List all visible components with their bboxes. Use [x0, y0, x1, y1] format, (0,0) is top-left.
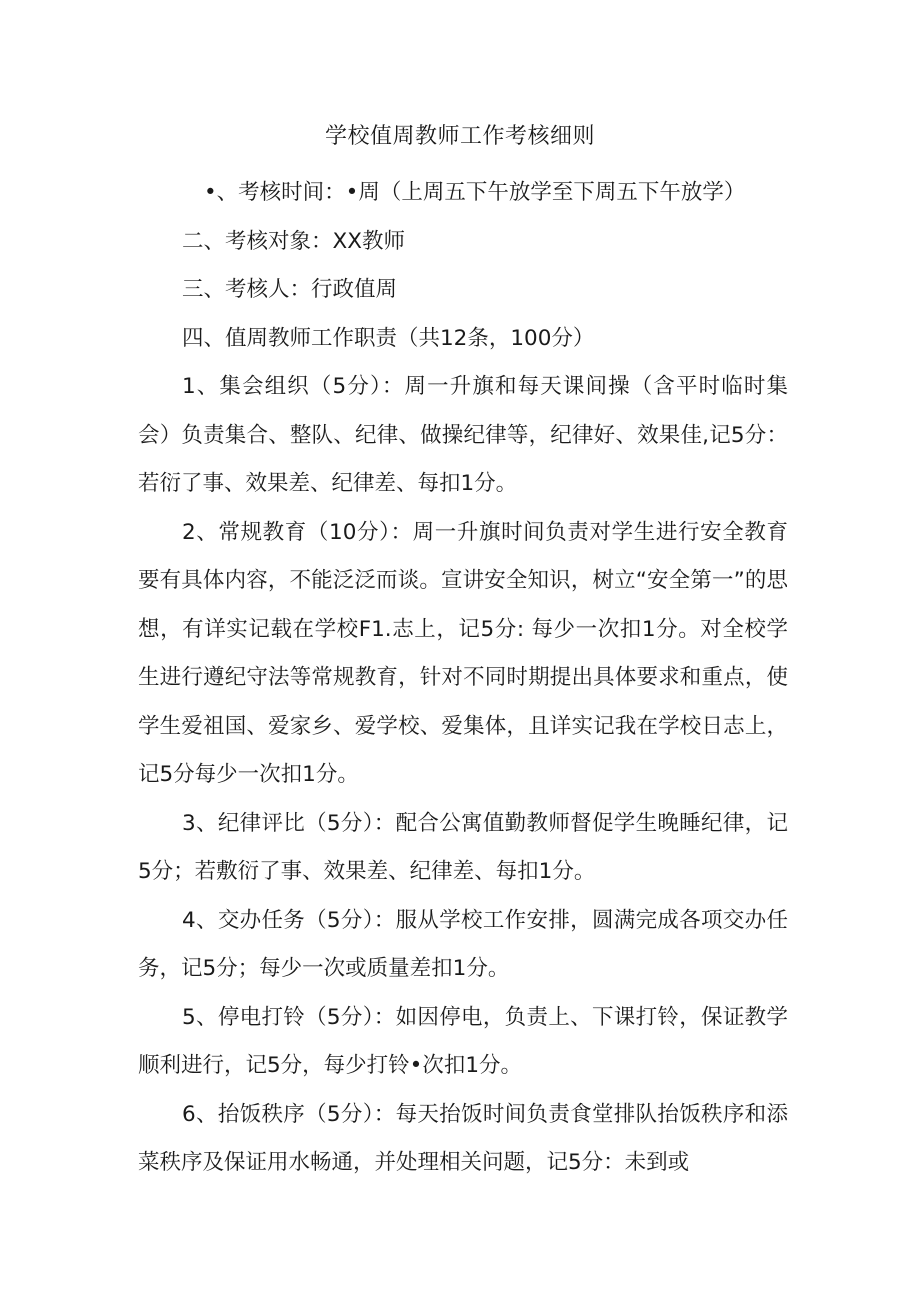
- section-duties-heading: 四、值周教师工作职责（共12条，100分）: [182, 325, 595, 351]
- duty-item-power-outage-bell: 5、停电打铃（5分）：如因停电，负责上、下课打铃，保证教学顺利进行，记5分，每少打铃•次扣1分。: [138, 1004, 788, 1078]
- duty-item-routine-education: 2、常规教育（10分）：周一升旗时间负责对学生进行安全教育要有具体内容，不能泛泛而谈。宣讲安全知识，树立“安全第一”的思想，有详实记载在学校F1.志上，记5分: 每少一次扣1分。对全校学生进行遵纪守法等常规教育，针对不同时期提出具体要求和重点，使学生爱祖国、爱家乡、爱学校、爱集体，且详实记我在学校日志上，记5分每少一次扣1分。: [138, 519, 788, 787]
- section-assessment-target: 二、考核对象：XX教师: [182, 228, 405, 254]
- document-title: 学校值周教师工作考核细则: [324, 124, 595, 149]
- duty-item-assembly: 1、集会组织（5分）：周一升旗和每天课间操（含平时临时集会）负责集合、整队、纪律、做操纪律等，纪律好、效果佳,记5分：若衍了事、效果差、纪律差、每扣1分。: [138, 374, 788, 496]
- document-body: [138, 169, 788, 1188]
- section-assessor: 三、考核人：行政值周: [182, 277, 398, 302]
- duty-item-discipline-rating: 3、纪律评比（5分）：配合公寓值勤教师督促学生晚睡纪律，记5分；若敷衍了事、效果差、纪律差、每扣1分。: [138, 810, 788, 884]
- duty-item-assigned-tasks: 4、交办任务（5分）：服从学校工作安排，圆满完成各项交办任务，记5分；每少一次或质量差扣1分。: [138, 907, 788, 981]
- section-assessment-time: •、考核时间：•周（上周五下午放学至下周五下午放学）: [204, 180, 746, 205]
- duty-item-meal-order: 6、抬饭秩序（5分）：每天抬饭时间负责食堂排队抬饭秩序和添菜秩序及保证用水畅通，并处理相关问题，记5分：未到或: [138, 1101, 788, 1175]
